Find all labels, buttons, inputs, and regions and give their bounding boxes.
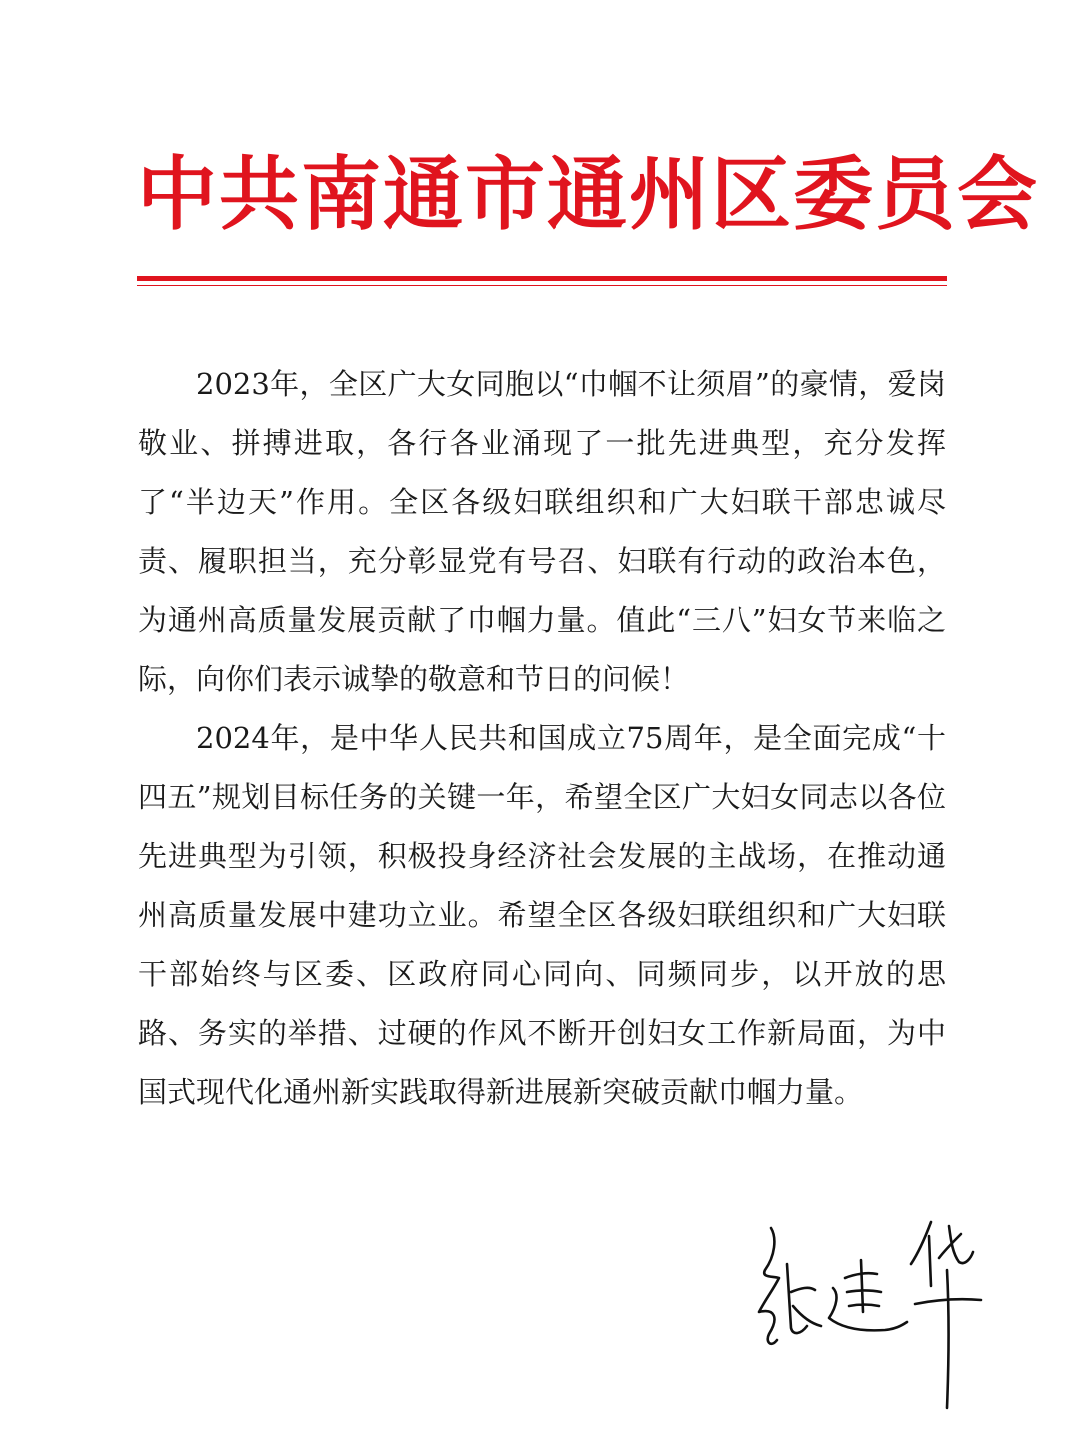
letterhead-divider-thin <box>137 285 947 286</box>
letterhead-divider <box>137 276 947 281</box>
letterhead-title: 中共南通市通州区委员会 <box>137 148 1039 241</box>
paragraph-1: 2023年，全区广大女同胞以“巾帼不让须眉”的豪情，爱岗敬业、拼搏进取，各行各业涌现了一批先进典型，充分发挥了“半边天”作用。全区各级妇联组织和广大妇联干部忠诚尽责、履职担当，充分彰显党有号召、妇联有行动的政治本色，为通州高质量发展贡献了巾帼力量。值此“三八”妇女节来临之际，向你们表示诚挚的敬意和节日的问候！ <box>138 367 946 696</box>
letter-body <box>138 355 946 1122</box>
handwritten-signature <box>735 1208 995 1423</box>
paragraph-2: 2024年，是中华人民共和国成立75周年，是全面完成“十四五”规划目标任务的关键一年，希望全区广大妇女同志以各位先进典型为引领，积极投身经济社会发展的主战场，在推动通州高质量发展中建功立业。希望全区各级妇联组织和广大妇联干部始终与区委、区政府同心同向、同频同步，以开放的思路、务实的举措、过硬的作风不断开创妇女工作新局面，为中国式现代化通州新实践取得新进展新突破贡献巾帼力量。 <box>138 721 946 1109</box>
